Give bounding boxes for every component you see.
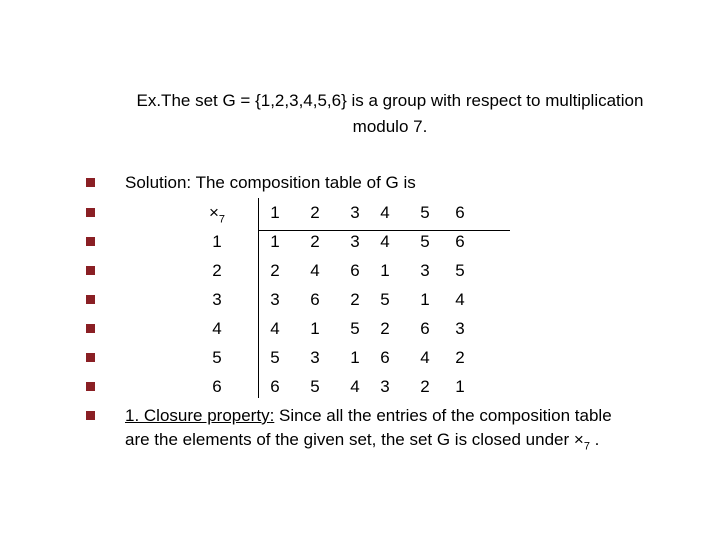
table-cell: 5	[380, 290, 390, 309]
table-cell: 5	[270, 348, 280, 367]
table-cell: 3	[310, 348, 320, 367]
table-cell: 2	[270, 261, 280, 280]
solution-heading: Solution: The composition table of G is	[125, 173, 416, 192]
closure-text-1: Since all the entries of the composition table	[274, 406, 612, 425]
table-cell: 1	[455, 377, 465, 396]
table-cell: 5	[420, 232, 430, 251]
title-line-2: modulo 7.	[352, 117, 428, 136]
table-cell: 1	[380, 261, 390, 280]
operator-symbol: ×	[208, 203, 219, 222]
bullet-icon	[86, 237, 95, 246]
table-cell: 3	[350, 232, 360, 251]
table-vertical-rule	[258, 198, 259, 398]
table-cell: 1	[310, 319, 320, 338]
table-header-cell: 1	[270, 203, 280, 222]
table-cell: 4	[380, 232, 390, 251]
table-row-label: 3	[212, 290, 222, 309]
table-cell: 3	[420, 261, 430, 280]
table-cell: 5	[310, 377, 320, 396]
slide-title	[100, 88, 680, 140]
table-cell: 6	[455, 232, 465, 251]
table-cell: 6	[350, 261, 360, 280]
table-header-cell: 2	[310, 203, 320, 222]
table-cell: 1	[350, 348, 360, 367]
table-header-cell: 3	[350, 203, 360, 222]
table-row-label: 1	[212, 232, 222, 251]
table-cell: 6	[420, 319, 430, 338]
bullet-icon	[86, 411, 95, 420]
table-cell: 2	[350, 290, 360, 309]
table-horizontal-rule	[258, 230, 510, 231]
table-cell: 3	[455, 319, 465, 338]
table-cell: 6	[310, 290, 320, 309]
closure-end: .	[589, 430, 600, 449]
table-cell: 4	[350, 377, 360, 396]
table-cell: 2	[380, 319, 390, 338]
bullet-icon	[86, 208, 95, 217]
table-header-cell: 4	[380, 203, 390, 222]
bullet-icon	[86, 266, 95, 275]
table-cell: 1	[420, 290, 430, 309]
table-cell: 6	[270, 377, 280, 396]
closure-line-2	[125, 430, 599, 456]
operator-subscript: 7	[218, 213, 226, 226]
bullet-icon	[86, 295, 95, 304]
table-row-label: 5	[212, 348, 222, 367]
table-row-label: 6	[212, 377, 222, 396]
table-cell: 2	[310, 232, 320, 251]
table-header-cell: 5	[420, 203, 430, 222]
table-operator	[205, 203, 229, 229]
table-cell: 3	[380, 377, 390, 396]
table-cell: 5	[455, 261, 465, 280]
closure-line-1	[125, 406, 612, 426]
table-cell: 2	[420, 377, 430, 396]
bullet-icon	[86, 324, 95, 333]
table-row-label: 2	[212, 261, 222, 280]
table-row-label: 4	[212, 319, 222, 338]
table-header-cell: 6	[455, 203, 465, 222]
table-cell: 3	[270, 290, 280, 309]
table-cell: 4	[420, 348, 430, 367]
table-cell: 5	[350, 319, 360, 338]
closure-operator: ×	[573, 430, 584, 449]
table-cell: 4	[310, 261, 320, 280]
table-cell: 6	[380, 348, 390, 367]
bullet-icon	[86, 178, 95, 187]
table-cell: 2	[455, 348, 465, 367]
closure-label: 1. Closure property:	[125, 406, 275, 425]
bullet-icon	[86, 353, 95, 362]
table-cell: 4	[455, 290, 465, 309]
title-line-1: Ex.The set G = {1,2,3,4,5,6} is a group with respect to multiplication	[136, 91, 644, 110]
table-cell: 1	[270, 232, 280, 251]
closure-text-2: are the elements of the given set, the set G is closed under	[125, 430, 574, 449]
table-cell: 4	[270, 319, 280, 338]
closure-operator-subscript: 7	[583, 440, 590, 453]
bullet-icon	[86, 382, 95, 391]
